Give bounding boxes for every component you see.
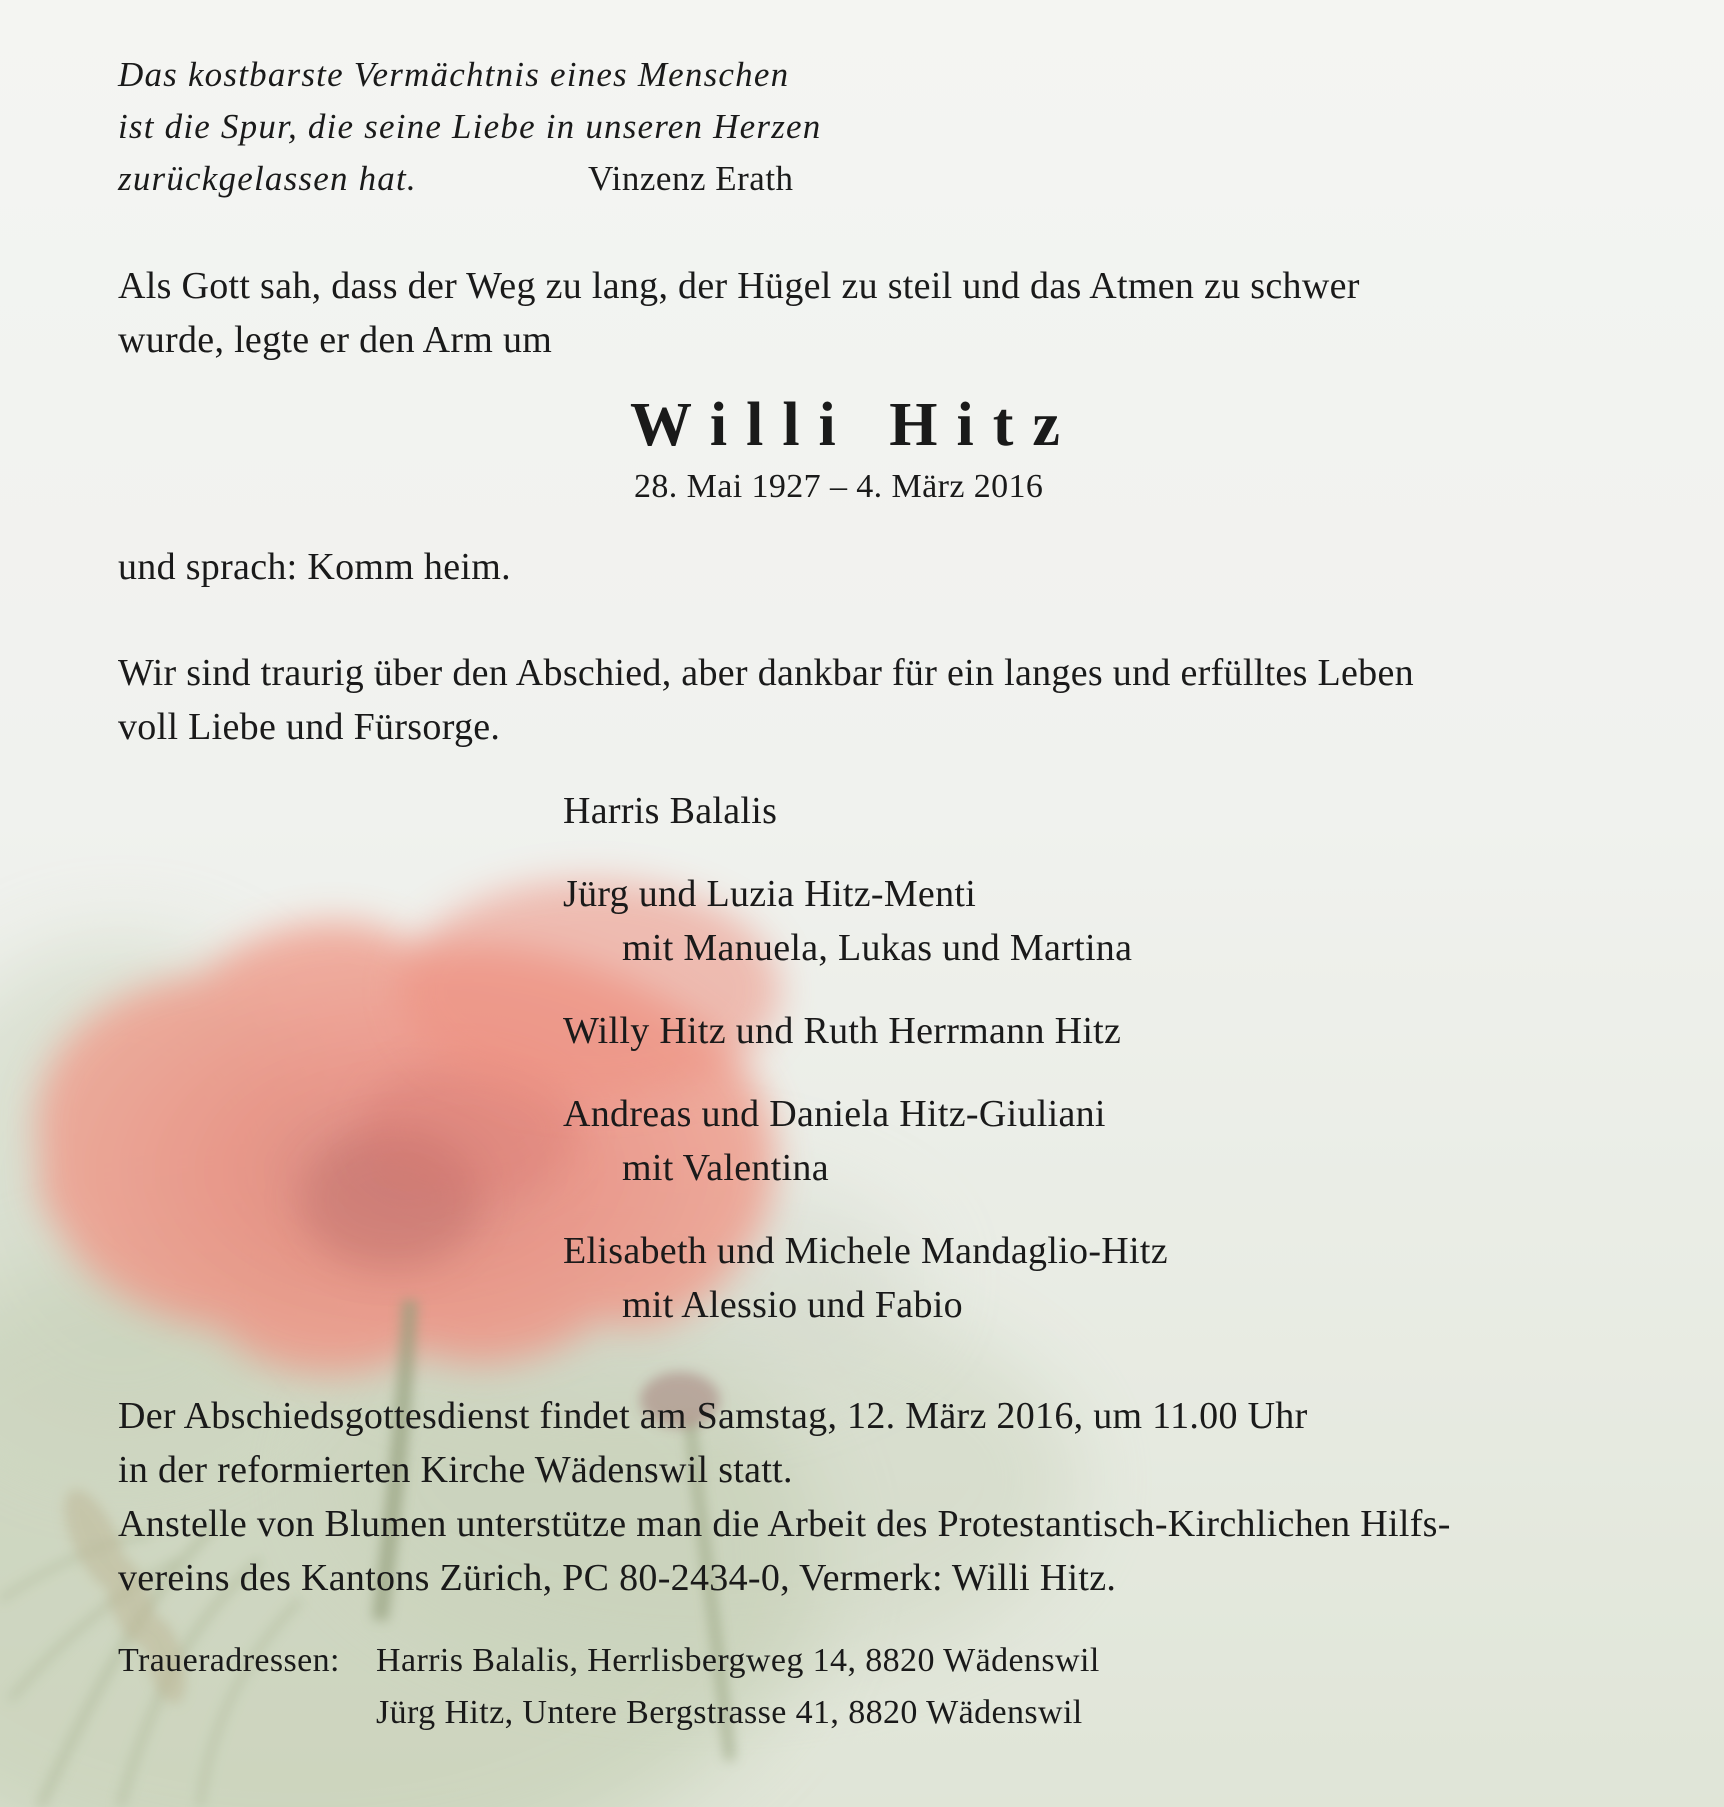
- closing-phrase: und sprach: Komm heim.: [118, 546, 511, 588]
- mourner-children: mit Manuela, Lukas und Martina: [622, 927, 1133, 969]
- mourner-children: mit Valentina: [622, 1147, 829, 1189]
- quote-line-3: zurückgelassen hat.: [118, 159, 417, 198]
- service-line-3: Anstelle von Blumen unterstütze man die Arbeit des Protestantisch-Kirchlichen Hilfs-: [118, 1503, 1451, 1545]
- mourner-name: Andreas und Daniela Hitz-Giuliani: [563, 1093, 1106, 1135]
- addresses-label: Traueradressen:: [118, 1642, 340, 1679]
- service-line-1: Der Abschiedsgottesdienst findet am Samstag, 12. März 2016, um 11.00 Uhr: [118, 1395, 1308, 1437]
- mourner-name: Elisabeth und Michele Mandaglio-Hitz: [563, 1230, 1168, 1272]
- intro-line-2: wurde, legte er den Arm um: [118, 319, 553, 361]
- quote-line-2: ist die Spur, die seine Liebe in unseren Herzen: [118, 107, 822, 146]
- gratitude-line-1: Wir sind traurig über den Abschied, aber dankbar für ein langes und erfülltes Leben: [118, 652, 1414, 694]
- mourner-name: Willy Hitz und Ruth Herrmann Hitz: [563, 1010, 1122, 1052]
- address-2: Jürg Hitz, Untere Bergstrasse 41, 8820 Wädenswil: [376, 1694, 1083, 1731]
- quote-line-1: Das kostbarste Vermächtnis eines Menschen: [118, 55, 790, 94]
- address-1: Harris Balalis, Herrlisbergweg 14, 8820 Wädenswil: [376, 1642, 1100, 1679]
- gratitude-line-2: voll Liebe und Fürsorge.: [118, 706, 501, 748]
- mourner-name: Jürg und Luzia Hitz-Menti: [563, 873, 977, 915]
- intro-line-1: Als Gott sah, dass der Weg zu lang, der Hügel zu steil und das Atmen zu schwer: [118, 265, 1360, 307]
- service-line-2: in der reformierten Kirche Wädenswil statt.: [118, 1449, 793, 1491]
- mourner-name: Harris Balalis: [563, 790, 778, 832]
- deceased-dates: 28. Mai 1927 – 4. März 2016: [634, 468, 1044, 505]
- deceased-name: Willi Hitz: [630, 391, 1079, 459]
- mourner-children: mit Alessio und Fabio: [622, 1284, 963, 1326]
- service-line-4: vereins des Kantons Zürich, PC 80-2434-0, Vermerk: Willi Hitz.: [118, 1557, 1117, 1599]
- quote-author: Vinzenz Erath: [588, 159, 794, 198]
